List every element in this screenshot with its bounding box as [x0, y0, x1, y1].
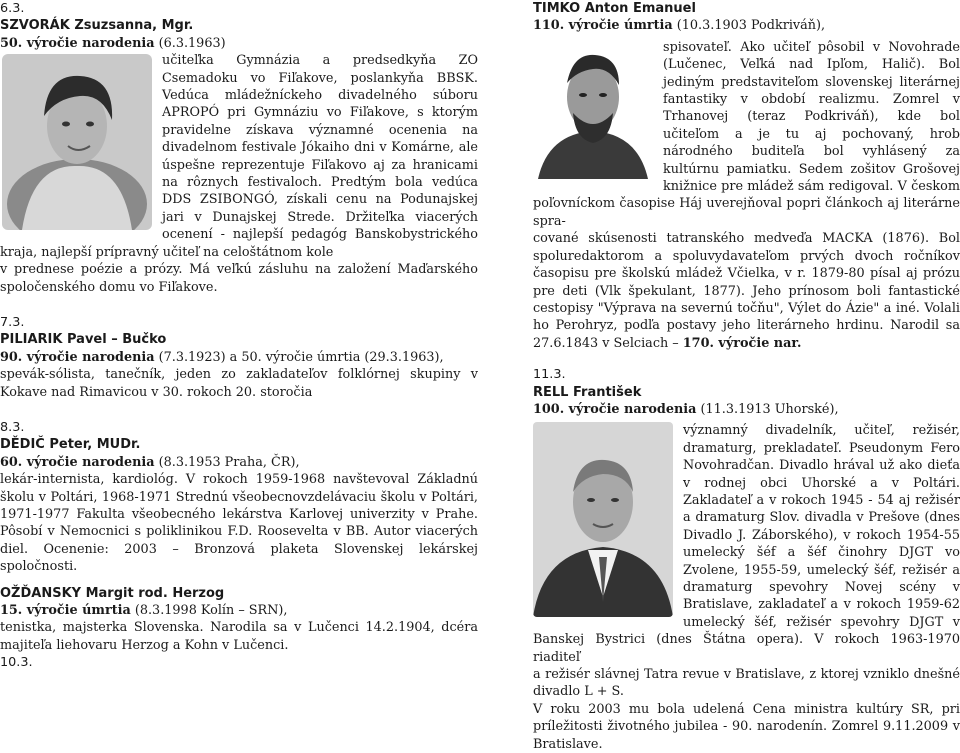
entry-anniversary: 100. výročie narodenia (11.3.1913 Uhorské),: [533, 401, 839, 417]
entry-text: učiteľka Gymnázia a predsedkyňa ZO Csemadoku vo Fiľakove, poslankyňa BBSK. Vedúca mládežníckeho divadelného súboru APROPÓ pri Gymnáziu vo Fiľakove, s ktorým pravidelne získava významné ocenenia na divadelnom festivale Jókaiho dni v Komárne, ale úspešne reprezentuje Fiľakovo aj za hranicami na rôznych festivaloch. Predtým bola vedúca DDS ZSIBONGÓ, získali cenu na Podunajskej jari v Dunajskej Strede. Držiteľka viacerých ocenení - najlepší pedagóg Banskobystrického kraja, najlepší prípravný učiteľ na celoštátnom kole: [0, 53, 478, 260]
entry-body: [533, 39, 960, 230]
entry-name: TIMKO Anton Emanuel: [533, 1, 696, 16]
entry-text-continued: V roku 2003 mu bola udelená Cena ministra kultúry SR, pri príležitosti životného jubilea - 90. narodenín. Zomrel 9.11.2009 v Bratislave.: [533, 701, 960, 752]
entry-name: SZVORÁK Zsuzsanna, Mgr.: [0, 18, 194, 34]
entry-anniversary: 90. výročie narodenia (7.3.1923) a 50. výročie úmrtia (29.3.1963),: [0, 349, 444, 365]
entry-text: významný divadelník, učiteľ, režisér, dramaturg, prekladateľ. Pseudonym Fero Novohradčan. Divadlo hrával už ako dieťa v rodnej obci Uhorské a v Poltári. Zakladateľ a v rokoch 1945 - 54 aj režisér a dramaturg Slov. divadla v Prešove (dnes Divadlo J. Záborského), v rokoch 1954-55 umelecký šéf a šéf činohry DJGT vo Zvolene, 1955-59, umelecký šéf, režisér a dramaturg spevohry Novej scény v Bratislave, zakladateľ a v rokoch 1959-62 umelecký šéf, režisér spevohry DJGT v Banskej Bystrici (dnes Štátna opera). V rokoch 1963-1970 riaditeľ: [533, 423, 960, 665]
entry-name: OŽĎANSKY Margit rod. Herzog: [0, 585, 225, 601]
entry-anniversary: 50. výročie narodenia (6.3.1963): [0, 35, 226, 51]
entry-anniversary: 110. výročie úmrtia (10.3.1903 Podkriváň),: [533, 18, 826, 34]
entry-text-continued: v prednese poézie a prózy. Má veľkú zásluhu na založení Maďarského spoločenského domu vo Fiľakove.: [0, 262, 478, 295]
entry-text: spevák-sólista, tanečník, jeden zo zakladateľov folklórnej skupiny v Kokave nad Rimavicou v 30. rokoch 20. storočia: [0, 367, 478, 400]
entry-body: [0, 52, 478, 261]
entry-body: [533, 422, 960, 666]
entry-name: PILIARIK Pavel – Bučko: [0, 332, 167, 348]
entry-text: spisovateľ. Ako učiteľ pôsobil v Novohrade (Lučenec, Veľká nad Ipľom, Halič). Bol jediným predstaviteľom slovenskej literárnej fantastiky v období realizmu. Zomrel v Trhanovej (teraz Podkriváň), kde bol učiteľom a je tu aj pochovaný, hrob národného buditeľa bol vyhlásený za kultúrnu pamiatku. Sedem zošitov Grošovej knižnice pre mládež sám redigoval. V českom poľovníckom časopise Háj uverejňoval popri článkoch aj literárne spra-: [533, 39, 960, 229]
left-column: [0, 0, 478, 672]
entry-date: 11.3.: [533, 367, 566, 383]
entry-text-continued: cované skúsenosti tatranského medveďa MACKA (1876). Bol spoluredaktorom a spoluvydavateľom prvých dvoch ročníkov časopisu pre školskú mládež Včielka, v r. 1879-80 písal aj prózu pre deti (Vlk špekulant, 1877). Jeho prínosom boli fantastické cestopisy "Výprava na severnú točňu", Výlet do Ázie" a iné. Volali ho Perohryz, podľa postavy jeho literárneho hrdinu. Narodil sa 27.6.1843 v Selciach – 170. výročie nar.: [533, 231, 960, 351]
entry-name: DĚDIČ Peter, MUDr.: [0, 437, 141, 453]
portrait-photo: [2, 54, 152, 230]
entry-date: 10.3.: [0, 655, 33, 671]
entry-anniversary: 15. výročie úmrtia (8.3.1998 Kolín – SRN),: [0, 603, 288, 618]
entry-date: 8.3.: [0, 419, 25, 435]
right-column: [533, 0, 960, 753]
portrait-engraving: [533, 39, 653, 179]
portrait-photo: [533, 422, 673, 617]
entry-name: RELL František: [533, 384, 642, 400]
entry-date: 6.3.: [0, 1, 25, 16]
entry-date: 7.3.: [0, 314, 25, 330]
entry-text: lekár-internista, kardiológ. V rokoch 1959-1968 navštevoval Základnú školu v Poltári, 1968-1971 Strednú všeobecnovzdelávaciu školu v Poltári, 1971-1977 Fakulta všeobecného lekárstva Karlovej univerzity v Prahe. Pôsobí v Nemocnici s poliklinikou F.D. Roosevelta v BB. Autor viacerých diel. Ocenenie: 2003 – Bronzová plaketa Slovenskej lekárskej spoločnosti.: [0, 472, 478, 575]
entry-text: tenistka, majsterka Slovenska. Narodila sa v Lučenci 14.2.1904, dcéra majiteľa liehovaru Herzog a Kohn v Lučenci.: [0, 620, 478, 653]
entry-text-continued: a režisér slávnej Tatra revue v Bratislave, z ktorej vzniklo dnešné divadlo L + S.: [533, 667, 960, 700]
entry-anniversary: 60. výročie narodenia (8.3.1953 Praha, ČR),: [0, 454, 300, 470]
